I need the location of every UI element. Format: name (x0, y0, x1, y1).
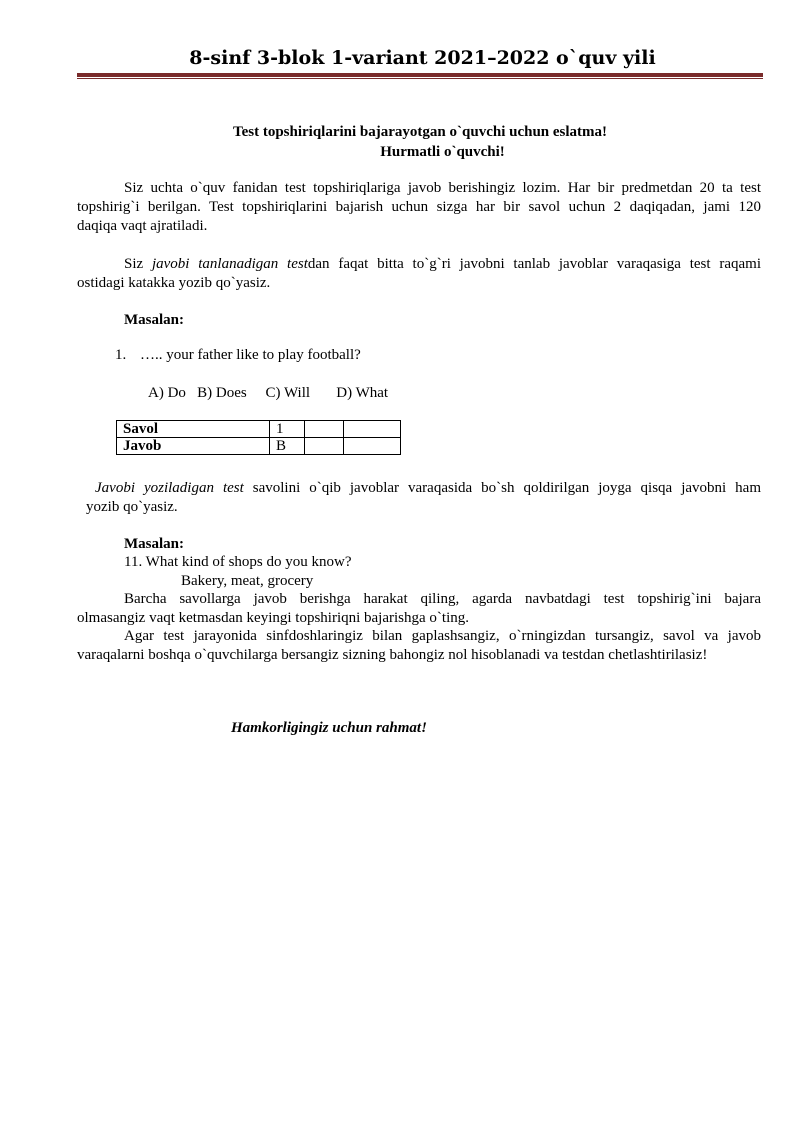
cell-javob-value: B (270, 438, 305, 455)
para2-term-italic: javobi tanlanadigan test (151, 256, 308, 272)
greeting-heading: Hurmatli o`quvchi! (380, 144, 505, 160)
written-line2: yozib qo`yasiz. (86, 499, 178, 515)
para3-line1: Barcha savollarga javob berishga harakat qiling, agarda navbatdagi test topshirig`ini bajara (124, 591, 761, 607)
closing-thanks: Hamkorligingiz uchun rahmat! (231, 720, 427, 736)
table-row (117, 438, 401, 455)
written-text-post: savolini o`qib javoblar varaqasida bo`sh qoldirilgan joyga qisqa javobni ham (243, 480, 761, 496)
para2-text-post: dan faqat bitta to`g`ri javobni tanlab javoblar varaqasiga test raqami (307, 256, 761, 272)
written-line1 (95, 479, 761, 498)
example1-options: A) Do B) Does C) Will D) What (148, 385, 389, 401)
para2-line2: ostidagi katakka yozib qo`yasiz. (77, 275, 271, 291)
table-row (117, 421, 401, 438)
header-rule-thick (77, 73, 763, 77)
example1-number: 1. (115, 347, 127, 363)
example1-question: ….. your father like to play football? (140, 347, 361, 363)
row-label-javob: Javob (117, 438, 270, 455)
header-rule-thin (77, 78, 763, 79)
page-header-title: 8-sinf 3-blok 1-variant 2021–2022 o`quv yili (189, 47, 656, 69)
cell-empty (344, 438, 401, 455)
para2-line1 (124, 255, 761, 274)
instructions-heading: Test topshiriqlarini bajarayotgan o`quvchi uchun eslatma! (232, 124, 608, 140)
cell-empty (344, 421, 401, 438)
written-term-italic: Javobi yoziladigan test (95, 480, 244, 496)
para1-line2: topshirig`i berilgan. Test topshiriqlarini bajarish uchun sizga har bir savol uchun 2 daqiqadan, jami 120 (77, 199, 761, 215)
answer-table (116, 420, 401, 455)
para3-line2: olmasangiz vaqt ketmasdan keyingi topshiriqni bajarishga o`ting. (77, 610, 469, 626)
cell-savol-value: 1 (270, 421, 305, 438)
cell-empty (305, 421, 344, 438)
row-label-savol: Savol (117, 421, 270, 438)
para4-line1: Agar test jarayonida sinfdoshlaringiz bilan gaplashsangiz, o`rningizdan tursangiz, savol va javob (124, 628, 761, 644)
example2-label: Masalan: (124, 536, 184, 552)
example2-question: 11. What kind of shops do you know? (124, 554, 352, 570)
para1-line1: Siz uchta o`quv fanidan test topshiriqlariga javob berishingiz lozim. Har bir predmetdan 20 ta test (124, 180, 761, 196)
para4-line2: varaqalarni boshqa o`quvchilarga bersangiz sizning bahongiz nol hisoblanadi va testdan chetlashtirilasiz! (77, 647, 708, 663)
example2-answer: Bakery, meat, grocery (181, 573, 314, 589)
cell-empty (305, 438, 344, 455)
para2-text-pre: Siz (124, 256, 152, 272)
para1-line3: daqiqa vaqt ajratiladi. (77, 218, 208, 234)
example1-label: Masalan: (124, 312, 184, 328)
